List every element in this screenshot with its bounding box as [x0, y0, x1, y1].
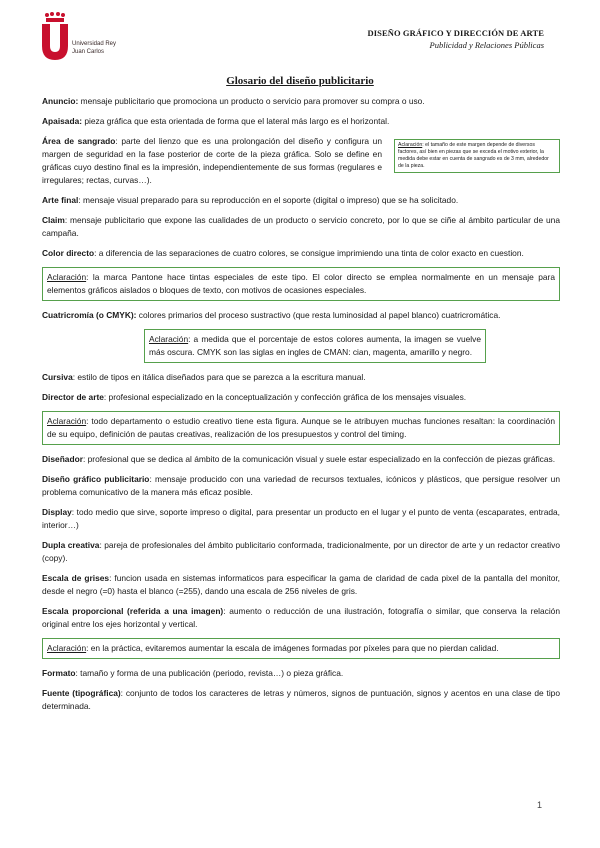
sangrado-block: [42, 135, 560, 187]
note-sangrado: Aclaración: el tamaño de este margen depende de diversos factores, así bien en piezas que se exceda el motivo exterior, la medida debe estar en cuenta de sangrado es de 3 mm, alrededor de la pieza.: [394, 139, 560, 173]
document-title: DISEÑO GRÁFICO Y DIRECCIÓN DE ARTE: [367, 28, 544, 38]
entry-apaisada: Apaisada: pieza gráfica que esta orientada de forma que el lateral más largo es el horizontal.: [42, 116, 390, 126]
entry-escala-proporcional: Escala proporcional (referida a una imagen): aumento o reducción de una ilustración, fotografía o similar, que conserva la relación original entre los ejes horizontal y vertical.: [42, 606, 560, 629]
entry-anuncio: Anuncio: mensaje publicitario que promociona un producto o servicio para promover su compra o uso.: [42, 96, 425, 106]
entry-cursiva: Cursiva: estilo de tipos en itálica diseñados para que se parezca a la escritura manual.: [42, 372, 366, 382]
page-title: Glosario del diseño publicitario: [226, 75, 374, 87]
entry-display: Display: todo medio que sirve, soporte impreso o digital, para presentar un producto en el lugar y el punto de venta (escaparates, entrada, interior…): [42, 507, 560, 530]
university-name: Universidad Rey Juan Carlos: [72, 41, 117, 55]
note-cuatricromia: Aclaración: a medida que el porcentaje de estos colores aumenta, la imagen se vuelve más oscura. CMYK son las siglas en ingles de CMAN: cian, magenta, amarillo y negro.: [144, 329, 486, 363]
page-header: [0, 0, 600, 70]
entry-dupla-creativa: Dupla creativa: pareja de profesionales del ámbito publicitario conformada, tradicionalmente, por un director de arte y un redactor creativo (copy).: [42, 540, 560, 563]
entry-director-arte: Director de arte: profesional especializado en la conceptualización y confección gráfica de los mensajes visuales.: [42, 392, 467, 402]
document-subtitle: Publicidad y Relaciones Públicas: [429, 40, 544, 50]
note-director-arte: Aclaración: todo departamento o estudio creativo tiene esta figura. Aunque se le atribuyen muchas funciones resaltan: la coordinación de su equipo, definición de pautas creativas, realización de los presupuestos y control del timing.: [42, 411, 560, 445]
entry-escala-grises: Escala de grises: funcion usada en sistemas informaticos para especificar la gama de claridad de cada pixel de la pantalla del monitor, desde el negro (=0) hasta el blanco (=255), dando una escala de 256 niveles de gris.: [42, 573, 561, 596]
university-logo: [40, 12, 130, 60]
page-number: 1: [536, 800, 542, 810]
entry-sangrado: Área de sangrado: parte del lienzo que es una prolongación del diseño y configura un margen de seguridad en la fase posterior de corte de la pieza gráfica. Solo se define en gráficas cuyo destino final es la impresión, independientemente de sus formas (regulares e irregulares; rectas, curvas…).: [42, 136, 382, 185]
entry-fuente: Fuente (tipográfica): conjunto de todos los caracteres de letras y números, signos de puntuación, signos y acentos en una clase de tipo determinada.: [42, 688, 560, 711]
note-escala: Aclaración: en la práctica, evitaremos aumentar la escala de imágenes formadas por píxeles para que no pierdan calidad.: [42, 638, 560, 659]
glossary-content: [42, 95, 560, 720]
document-title-block: [367, 28, 544, 50]
entry-color-directo: Color directo: a diferencia de las separaciones de cuatro colores, se consigue imprimiendo una tinta de color exacto en cuestion.: [42, 248, 524, 258]
entry-disenador: Diseñador: profesional que se dedica al ámbito de la comunicación visual y suele estar especializado en la confección de piezas gráficas.: [42, 454, 556, 464]
u-logo-icon: [40, 24, 70, 60]
entry-arte-final: Arte final: mensaje visual preparado para su reproducción en el soporte (digital o impreso) que se ha solicitado.: [42, 195, 459, 205]
entry-formato: Formato: tamaño y forma de una publicación (periodo, revista…) o pieza gráfica.: [42, 668, 344, 678]
note-color-directo: Aclaración: la marca Pantone hace tintas especiales de este tipo. El color directo se emplea normalmente en un mensaje para elementos gráficos aislados o bloques de texto, con motivos de ocasiones especiales.: [42, 267, 560, 301]
crown-icon: [44, 12, 66, 24]
entry-diseno-grafico: Diseño gráfico publicitario: mensaje producido con una variedad de recursos textuales, icónicos y plásticos, que persigue resolver un problema comunicativo de la manera más eficaz posible.: [42, 474, 560, 497]
entry-cuatricromia: Cuatricromía (o CMYK): colores primarios del proceso sustractivo (que resta luminosidad al papel blanco) cuatricromática.: [42, 310, 501, 320]
entry-claim: Claim: mensaje publicitario que expone las cualidades de un producto o servicio concreto, por lo que se ciñe al ámbito particular de una campaña.: [42, 215, 560, 238]
